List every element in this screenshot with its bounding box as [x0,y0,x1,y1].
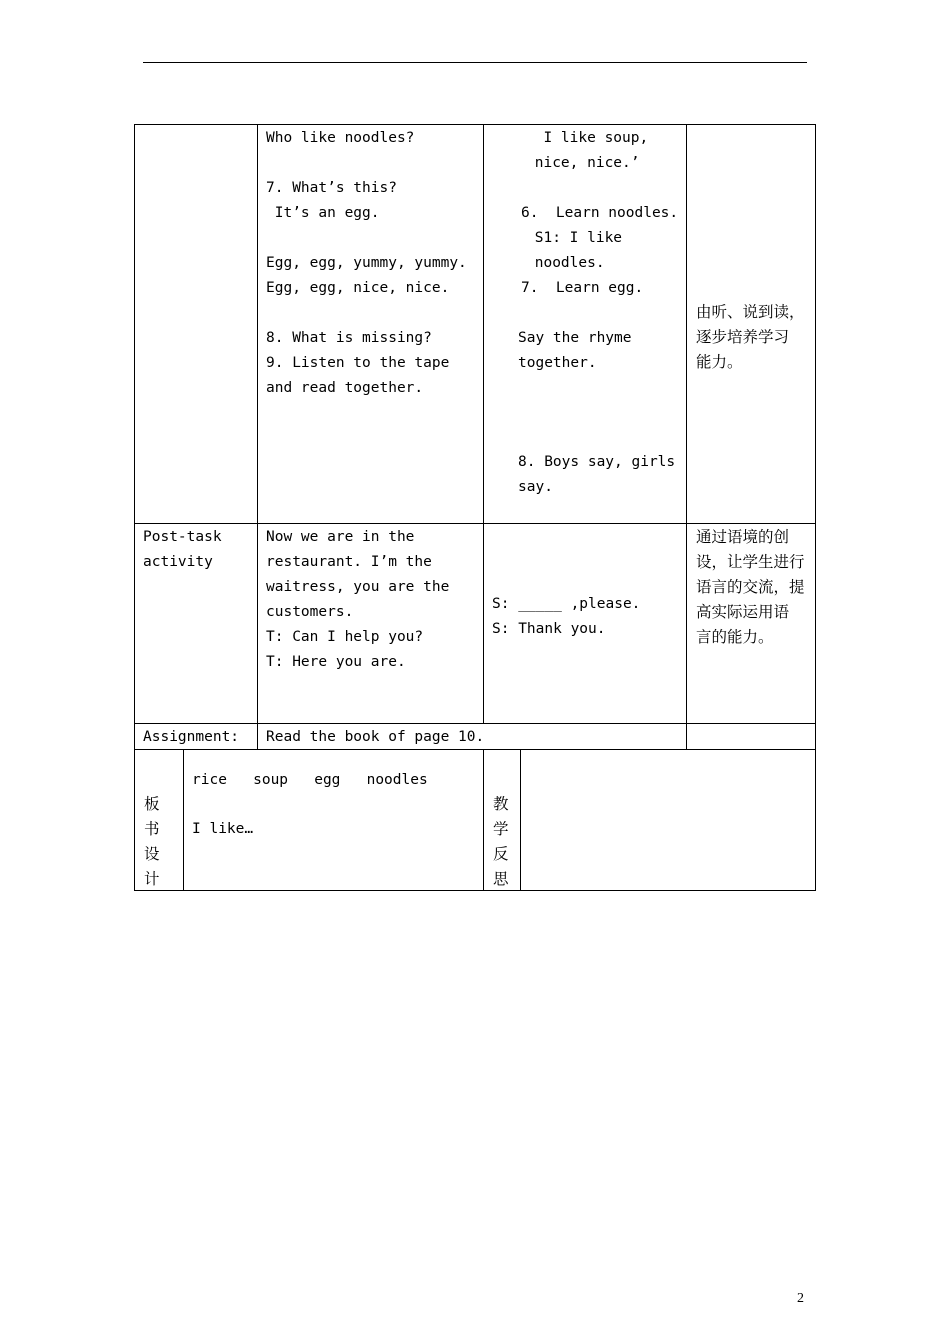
text-line: 语言的交流，提 [696,578,805,596]
text-line: together. [518,355,597,371]
text-line: 教 [493,795,509,813]
text-line: S: Thank you. [492,621,606,637]
text-line: 8. Boys say, girls [518,454,676,470]
text-line: 8. What is missing? [266,330,432,346]
text-line: S: _____ ,please. [492,596,641,612]
row-divider [134,723,816,724]
text-line: T: Can I help you? [266,629,424,645]
column-divider [483,749,484,891]
assignment-label: Assignment: [143,729,240,745]
text-line: 学 [493,820,509,838]
text-line: 反 [493,845,509,863]
text-line: 通过语境的创 [696,528,790,546]
row-divider [134,523,816,524]
text-line: 6. Learn noodles. [521,205,679,221]
text-line: Egg, egg, nice, nice. [266,280,450,296]
text-line: 能力。 [696,353,743,371]
text-line: 思 [493,870,509,888]
table-border-bottom [134,890,816,891]
page-number: 2 [797,1291,804,1306]
column-divider [257,124,258,750]
text-line: T: Here you are. [266,654,406,670]
text-line: Post-task [143,529,222,545]
text-line: 高实际运用语 [696,603,790,621]
column-divider [183,749,184,891]
text-line: Egg, egg, yummy, yummy. [266,255,467,271]
text-line: Say the rhyme [518,330,632,346]
text-line: 设 [144,845,160,863]
text-line: 逐步培养学习 [696,328,790,346]
text-line: Now we are in the [266,529,415,545]
text-line: 由听、说到读， [696,303,805,321]
text-line: say. [518,479,553,495]
text-line: S1: I like [526,230,623,246]
table-border-top [134,124,816,125]
text-line: 言的能力。 [696,628,774,646]
header-rule [143,62,807,63]
text-line: 设，让学生进行 [696,553,805,571]
assignment-content: Read the book of page 10. [266,729,485,745]
text-line: 9. Listen to the tape [266,355,450,371]
text-line: waitress, you are the [266,579,450,595]
column-divider [520,749,521,891]
text-line: noodles. [526,255,605,271]
text-line: I like soup, [526,130,649,146]
column-divider [686,124,687,750]
text-line: 计 [144,870,160,888]
text-line: restaurant. I’m the [266,554,432,570]
text-line: activity [143,554,213,570]
board-words: rice soup egg noodles [192,772,428,788]
text-line: nice, nice.’ [526,155,640,171]
text-line: 7. What’s this? [266,180,397,196]
table-border-left [134,124,135,891]
text-line: 书 [144,820,160,838]
text-line: 7. Learn egg. [521,280,644,296]
text-line: customers. [266,604,354,620]
text-line: 板 [144,795,160,813]
board-phrase: I like… [192,821,254,837]
column-divider [483,124,484,724]
text-line: Who like noodles? [266,130,415,146]
table-border-right [815,124,816,891]
text-line: It’s an egg. [266,205,380,221]
text-line: and read together. [266,380,424,396]
